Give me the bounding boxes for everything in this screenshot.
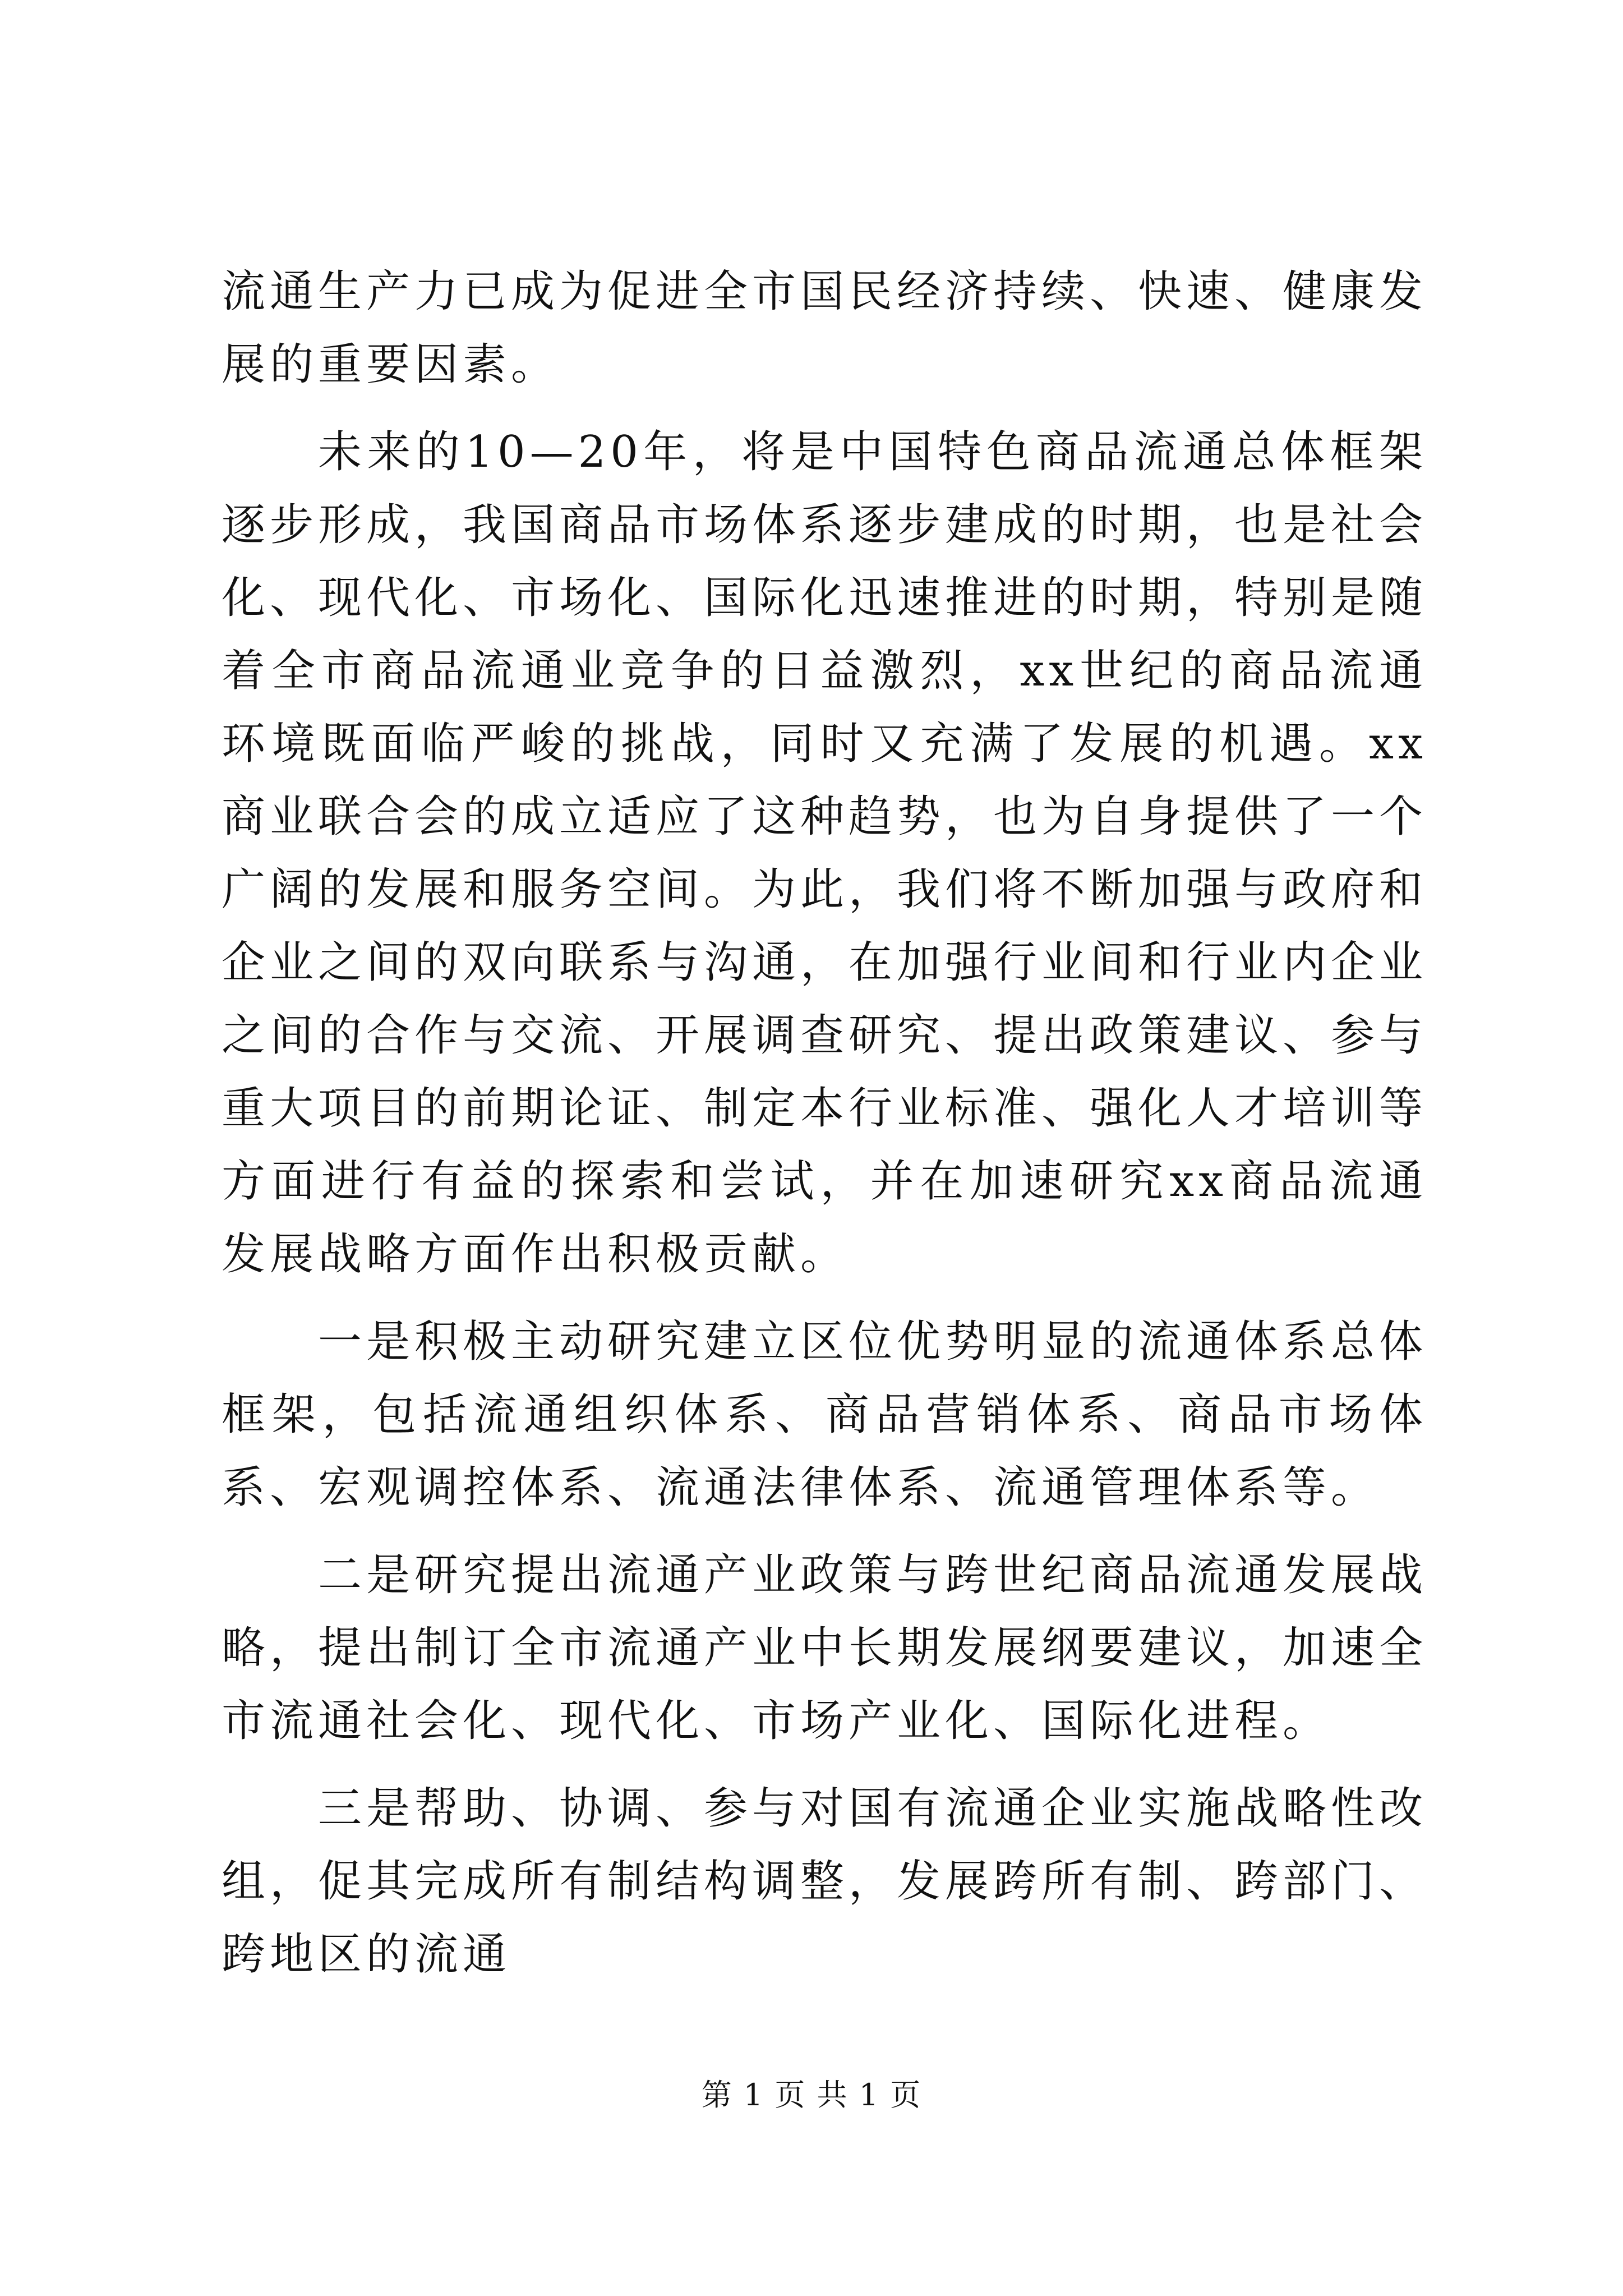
paragraph-2: 未来的10—20年，将是中国特色商品流通总体框架逐步形成，我国商品市场体系逐步建成的时期，也是社会化、现代化、市场化、国际化迅速推进的时期，特别是随着全市商品流通业竞争的日益激烈，xx世纪的商品流通环境既面临严峻的挑战，同时又充满了发展的机遇。xx商业联合会的成立适应了这种趋势，也为自身提供了一个广阔的发展和服务空间。为此，我们将不断加强与政府和企业之间的双向联系与沟通，在加强行业间和行业内企业之间的合作与交流、开展调查研究、提出政策建议、参与重大项目的前期论证、制定本行业标准、强化人才培训等方面进行有益的探索和尝试，并在加速研究xx商品流通发展战略方面作出积极贡献。 xyxy=(222,427,1428,1280)
page-footer: 第 1 页 共 1 页 xyxy=(701,2077,922,2113)
paragraph-5: 三是帮助、协调、参与对国有流通企业实施战略性改组，促其完成所有制结构调整，发展跨所有制、跨部门、跨地区的流通 xyxy=(222,1783,1428,1980)
paragraph-3: 一是积极主动研究建立区位优势明显的流通体系总体框架，包括流通组织体系、商品营销体系、商品市场体系、宏观调控体系、流通法律体系、流通管理体系等。 xyxy=(222,1317,1428,1513)
document-body xyxy=(222,255,1427,1991)
paragraph-1: 流通生产力已成为促进全市国民经济持续、快速、健康发展的重要因素。 xyxy=(222,266,1428,390)
paragraph-4: 二是研究提出流通产业政策与跨世纪商品流通发展战略，提出制订全市流通产业中长期发展纲要建议，加速全市流通社会化、现代化、市场产业化、国际化进程。 xyxy=(222,1550,1428,1746)
